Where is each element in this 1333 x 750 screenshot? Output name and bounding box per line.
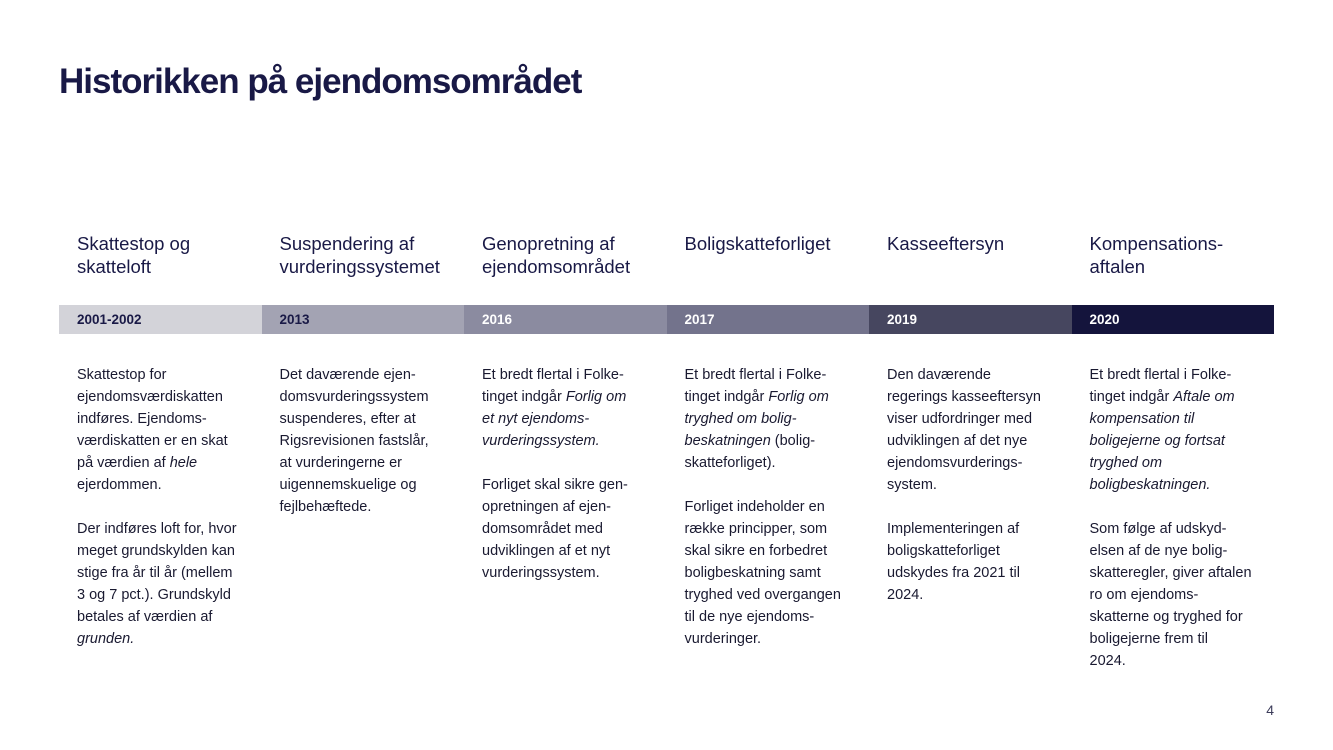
text-segment: tinget indgår xyxy=(1089,389,1174,405)
heading-line: Genopretning af xyxy=(482,233,615,254)
text-line xyxy=(77,584,252,606)
timeline-column xyxy=(262,230,465,672)
text-line xyxy=(280,474,455,496)
year-bar xyxy=(869,305,1072,334)
text-segment: Implementeringen af xyxy=(887,521,1020,537)
italic-text: kompensation til xyxy=(1089,411,1195,427)
text-line xyxy=(685,496,860,518)
text-line xyxy=(77,518,252,540)
text-segment: meget grundskylden kan xyxy=(77,543,235,559)
column-body xyxy=(667,334,870,650)
text-line xyxy=(77,386,252,408)
column-body xyxy=(262,334,465,518)
text-line xyxy=(280,364,455,386)
column-body xyxy=(869,334,1072,606)
text-line xyxy=(77,562,252,584)
text-segment: domsområdet med xyxy=(482,521,603,537)
text-line xyxy=(77,452,252,474)
text-line xyxy=(482,364,657,386)
text-line xyxy=(887,364,1062,386)
text-segment: række principper, som xyxy=(684,521,828,537)
text-segment: domsvurderingssystem xyxy=(279,389,429,405)
italic-text: Forlig om xyxy=(768,389,829,405)
column-heading xyxy=(59,230,262,305)
text-line xyxy=(77,430,252,452)
text-line xyxy=(685,562,860,584)
column-body xyxy=(464,334,667,584)
heading-line: vurderingssystemet xyxy=(279,256,440,277)
timeline-column xyxy=(667,230,870,672)
text-segment: uigennemskuelige og xyxy=(279,477,417,493)
text-segment: betales af værdien af xyxy=(77,609,213,625)
paragraph xyxy=(685,496,860,650)
italic-text: tryghed om bolig- xyxy=(684,411,797,427)
text-line xyxy=(887,562,1062,584)
text-line xyxy=(77,364,252,386)
year-bar xyxy=(1072,305,1275,334)
text-segment: opretningen af ejen- xyxy=(482,499,611,515)
paragraph xyxy=(1090,364,1265,496)
text-segment: tinget indgår xyxy=(684,389,769,405)
text-line xyxy=(1090,540,1265,562)
text-segment: udviklingen af det nye xyxy=(887,433,1028,449)
text-segment: Forliget skal sikre gen- xyxy=(482,477,628,493)
text-line xyxy=(887,540,1062,562)
year-label: 2013 xyxy=(279,312,310,327)
italic-text: boligbeskatningen. xyxy=(1089,477,1211,493)
text-segment: indføres. Ejendoms- xyxy=(77,411,207,427)
text-line xyxy=(1090,518,1265,540)
text-line xyxy=(1090,430,1265,452)
text-line xyxy=(685,584,860,606)
text-line xyxy=(1090,474,1265,496)
italic-text: beskatningen xyxy=(684,433,771,449)
year-label: 2019 xyxy=(887,312,918,327)
text-line xyxy=(1090,386,1265,408)
year-label: 2001-2002 xyxy=(77,312,142,327)
text-segment: Den daværende xyxy=(887,367,991,383)
text-segment: ejendomsvurderings- xyxy=(887,455,1023,471)
text-segment: (bolig- xyxy=(770,433,816,449)
text-segment: udskydes fra 2021 til xyxy=(887,565,1020,581)
text-segment: Skattestop for xyxy=(77,367,167,383)
text-line xyxy=(685,540,860,562)
text-line xyxy=(482,562,657,584)
heading-line: Boligskatteforliget xyxy=(684,233,831,254)
text-segment: Et bredt flertal i Folke- xyxy=(684,367,827,383)
text-segment: boligejerne frem til xyxy=(1089,631,1208,647)
text-line xyxy=(685,430,860,452)
text-line xyxy=(280,452,455,474)
column-heading xyxy=(667,230,870,305)
heading-line: Kasseeftersyn xyxy=(887,233,1005,254)
text-segment: Der indføres loft for, hvor xyxy=(77,521,237,537)
heading-line: ejendomsområdet xyxy=(482,256,631,277)
heading-line: Skattestop og xyxy=(77,233,191,254)
text-segment: stige fra år til år (mellem xyxy=(77,565,233,581)
timeline-column xyxy=(1072,230,1275,672)
text-line xyxy=(887,452,1062,474)
heading-line: Kompensations- xyxy=(1089,233,1224,254)
italic-text: tryghed om xyxy=(1089,455,1163,471)
year-label: 2016 xyxy=(482,312,513,327)
text-line xyxy=(685,452,860,474)
year-bar xyxy=(59,305,262,334)
italic-text: Aftale om xyxy=(1173,389,1235,405)
text-line xyxy=(1090,606,1265,628)
text-line xyxy=(77,628,252,650)
text-line xyxy=(887,386,1062,408)
text-line xyxy=(685,364,860,386)
text-segment: værdiskatten er en skat xyxy=(77,433,228,449)
paragraph xyxy=(77,364,252,496)
text-line xyxy=(280,386,455,408)
year-bar xyxy=(464,305,667,334)
text-segment: boligbeskatning samt xyxy=(684,565,821,581)
text-segment: udviklingen af et nyt xyxy=(482,543,611,559)
italic-text: boligejerne og fortsat xyxy=(1089,433,1225,449)
text-line xyxy=(482,518,657,540)
text-line xyxy=(482,496,657,518)
text-segment: 3 og 7 pct.). Grundskyld xyxy=(77,587,231,603)
text-segment: tinget indgår xyxy=(482,389,566,405)
paragraph xyxy=(280,364,455,518)
text-line xyxy=(77,606,252,628)
text-line xyxy=(482,386,657,408)
text-segment: Som følge af udskyd- xyxy=(1089,521,1227,537)
text-segment: ro om ejendoms- xyxy=(1089,587,1199,603)
text-line xyxy=(887,474,1062,496)
text-line xyxy=(1090,562,1265,584)
timeline-column xyxy=(59,230,262,672)
heading-line: aftalen xyxy=(1089,256,1146,277)
page-title: Historikken på ejendomsområdet xyxy=(59,62,582,101)
text-line xyxy=(77,408,252,430)
text-segment: skatteregler, giver aftalen xyxy=(1089,565,1252,581)
text-line xyxy=(482,540,657,562)
italic-text: Forlig om xyxy=(565,389,627,405)
text-line xyxy=(77,474,252,496)
text-segment: Et bredt flertal i Folke- xyxy=(482,367,624,383)
year-label: 2020 xyxy=(1089,312,1120,327)
timeline-column xyxy=(869,230,1072,672)
text-segment: system. xyxy=(887,477,937,493)
italic-text: grunden. xyxy=(77,631,135,647)
text-segment: Rigsrevisionen fastslår, xyxy=(279,433,429,449)
year-bar xyxy=(262,305,465,334)
column-body xyxy=(59,334,262,650)
text-line xyxy=(887,408,1062,430)
italic-text: vurderingssystem. xyxy=(482,433,600,449)
paragraph xyxy=(77,518,252,650)
text-line xyxy=(1090,650,1265,672)
page-number: 4 xyxy=(1266,702,1274,718)
text-segment: skatteforliget). xyxy=(684,455,776,471)
text-segment: skal sikre en forbedret xyxy=(684,543,828,559)
text-segment: på værdien af xyxy=(77,455,170,471)
column-body xyxy=(1072,334,1275,672)
text-line xyxy=(887,584,1062,606)
text-line xyxy=(77,540,252,562)
text-segment: tryghed ved overgangen xyxy=(684,587,841,603)
timeline xyxy=(59,230,1274,672)
text-line xyxy=(280,496,455,518)
column-heading xyxy=(1072,230,1275,305)
italic-text: et nyt ejendoms- xyxy=(482,411,590,427)
text-line xyxy=(685,628,860,650)
text-segment: vurderingssystem. xyxy=(482,565,600,581)
paragraph xyxy=(482,474,657,584)
paragraph xyxy=(887,364,1062,496)
text-line xyxy=(887,430,1062,452)
timeline-column xyxy=(464,230,667,672)
text-line xyxy=(1090,452,1265,474)
paragraph xyxy=(482,364,657,452)
text-line xyxy=(1090,628,1265,650)
italic-text: hele xyxy=(169,455,198,471)
text-segment: suspenderes, efter at xyxy=(279,411,416,427)
text-line xyxy=(887,518,1062,540)
text-segment: 2024. xyxy=(1089,653,1126,669)
text-line xyxy=(280,430,455,452)
text-line xyxy=(685,408,860,430)
text-segment: boligskatteforliget xyxy=(887,543,1000,559)
column-heading xyxy=(464,230,667,305)
text-segment: at vurderingerne er xyxy=(279,455,403,471)
text-segment: regerings kasseeftersyn xyxy=(887,389,1041,405)
paragraph xyxy=(1090,518,1265,672)
text-segment: fejlbehæftede. xyxy=(279,499,372,515)
text-line xyxy=(1090,584,1265,606)
column-heading xyxy=(869,230,1072,305)
text-segment: Forliget indeholder en xyxy=(684,499,825,515)
text-line xyxy=(1090,408,1265,430)
text-segment: Et bredt flertal i Folke- xyxy=(1089,367,1232,383)
text-line xyxy=(482,430,657,452)
text-line xyxy=(482,474,657,496)
column-heading xyxy=(262,230,465,305)
text-segment: skatterne og tryghed for xyxy=(1089,609,1243,625)
paragraph xyxy=(887,518,1062,606)
text-segment: vurderinger. xyxy=(684,631,762,647)
text-segment: 2024. xyxy=(887,587,924,603)
text-segment: Det daværende ejen- xyxy=(279,367,416,383)
heading-line: skatteloft xyxy=(77,256,152,277)
text-segment: viser udfordringer med xyxy=(887,411,1033,427)
text-segment: til de nye ejendoms- xyxy=(684,609,815,625)
heading-line: Suspendering af xyxy=(279,233,415,254)
text-line xyxy=(685,518,860,540)
text-line xyxy=(280,408,455,430)
paragraph xyxy=(685,364,860,474)
text-segment: elsen af de nye bolig- xyxy=(1089,543,1228,559)
year-bar xyxy=(667,305,870,334)
text-line xyxy=(482,408,657,430)
text-segment: ejendomsværdiskatten xyxy=(77,389,223,405)
year-label: 2017 xyxy=(684,312,715,327)
text-line xyxy=(1090,364,1265,386)
text-line xyxy=(685,386,860,408)
text-line xyxy=(685,606,860,628)
text-segment: ejerdommen. xyxy=(77,477,162,493)
